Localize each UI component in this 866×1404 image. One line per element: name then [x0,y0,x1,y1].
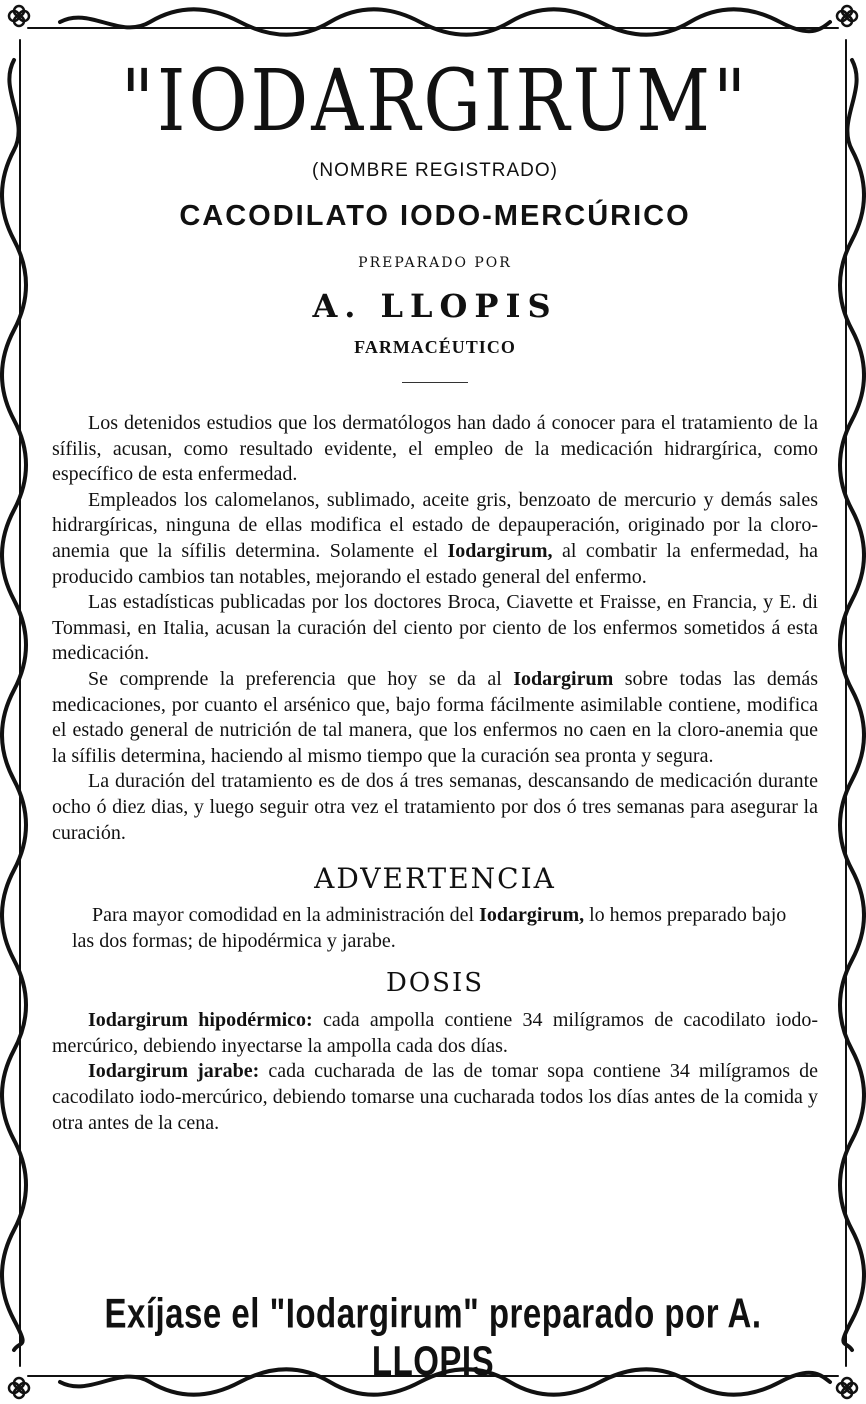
author-profession: FARMACÉUTICO [354,337,516,357]
author-name: A. LLOPIS [312,287,558,325]
paragraph-4 [52,667,818,769]
dose-label: Iodargirum jarabe: [88,1060,260,1083]
paragraph-1: Los detenidos estudios que los dermatólogos han dado á conocer para el tratamiento de la sífilis, acusan, como resultado evidente, el empleo de la medicación hidrargírica, como específico de esta enfermedad. [52,412,818,486]
product-title: "IODARGIRUM" [120,50,750,151]
text-run: Empleados los calomelanos, sublimado, aceite gris, benzoato de mercurio y demás sales hidrargíricas, ninguna de ellas modifica el estado de depauperación, originado por la cloro-anemia que la sífilis determina. Solamente el [52,488,818,562]
dose-hypodermic [52,1008,818,1059]
text-run: Se comprende la preferencia que hoy se da al [88,667,514,690]
text-run: lo hemos preparado bajo las dos formas; de hipodérmica y jarabe. [72,904,787,952]
text-run: Para mayor comodidad en la administración del [92,904,480,927]
advertencia-paragraph [72,903,798,954]
registered-note: (NOMBRE REGISTRADO) [312,160,558,181]
dosis-text [52,1008,818,1136]
dosis-heading: DOSIS [385,968,485,999]
paragraph-2 [52,488,818,590]
product-subtitle: CACODILATO IODO-MERCÚRICO [179,200,691,232]
paragraph-5: La duración del tratamiento es de dos á tres semanas, descansando de medicación durante ocho ó diez dias, y luego seguir otra vez el tratamiento por dos ó tres semanas para asegurar la curación. [52,770,818,844]
product-name-bold: Iodargirum [513,667,614,690]
advertencia-text [52,903,818,954]
advertisement-content [52,50,819,1136]
text-run: sobre todas las demás medicaciones, por cuanto el arsénico que, bajo forma fácilmente asimilable contiene, modifica el estado general de nutrición de tal manera, que los enfermos no caen en la cloro-anemia que la sífilis determina, haciendo al mismo tiempo que la curación sea pronta y segura. [52,667,818,767]
product-name-bold: Iodargirum, [447,539,553,562]
footer-slogan: Exíjase el "Iodargirum" preparado por A. LLOPIS [104,1290,762,1384]
body-text [52,411,818,846]
dose-label: Iodargirum hipodérmico: [88,1009,313,1032]
product-name-bold: Iodargirum, [479,904,585,927]
divider [402,382,468,383]
prepared-by-label: PREPARADO POR [358,255,512,271]
text-run: al combatir la enfermedad, ha producido cambios tan notables, mejorando el estado general del enfermo. [52,539,819,588]
text-run: cada cucharada de las de tomar sopa contiene 34 milígramos de cacodilato iodo-mercúrico, debiendo tomarse una cucharada todos los días antes de la comida y otra antes de la cena. [52,1060,818,1134]
advertencia-heading: ADVERTENCIA [314,862,556,896]
dose-syrup [52,1059,818,1136]
text-run: cada ampolla contiene 34 milígramos de cacodilato iodo-mercúrico, debiendo inyectarse la ampolla cada dos días. [52,1009,818,1057]
paragraph-3: Las estadísticas publicadas por los doctores Broca, Ciavette et Fraisse, en Francia, y E. di Tommasi, en Italia, acusan la curación del ciento por ciento de los enfermos sometidos á esta medicación. [52,591,818,665]
